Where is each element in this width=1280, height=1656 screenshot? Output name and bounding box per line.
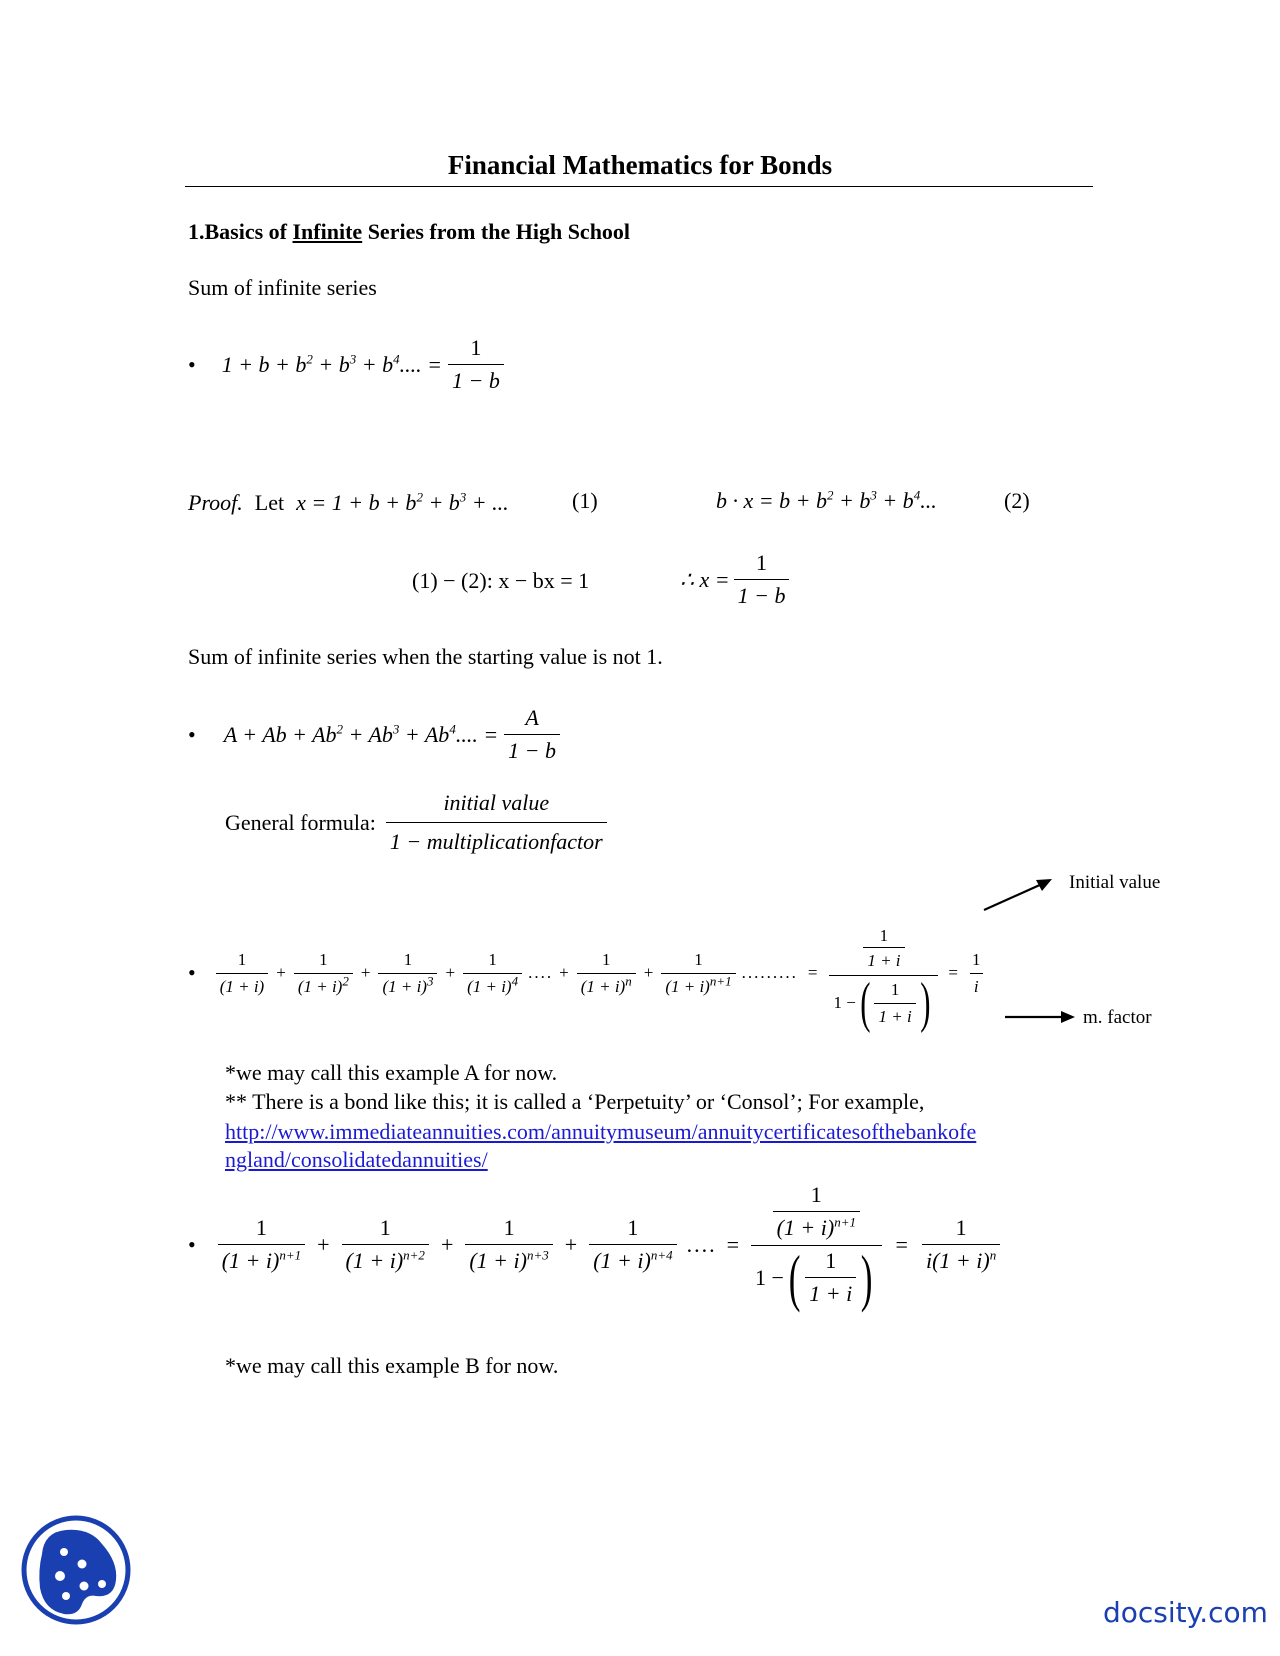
exponent: n bbox=[625, 973, 632, 989]
example-a-result bbox=[968, 950, 985, 997]
right-paren: ) bbox=[861, 1241, 873, 1313]
equals: = bbox=[895, 1231, 908, 1257]
numerator: 1 bbox=[955, 1215, 967, 1240]
proof-denominator: 1 − b bbox=[734, 579, 790, 609]
denominator bbox=[218, 1244, 305, 1274]
denominator bbox=[465, 1244, 552, 1274]
initial-value-label: Initial value bbox=[1069, 872, 1161, 893]
exponent: 4 bbox=[511, 973, 519, 989]
term-b1 bbox=[218, 1215, 305, 1274]
m-factor-label: m. factor bbox=[1083, 1007, 1152, 1028]
docsity-brand[interactable]: docsity.com bbox=[1103, 1596, 1268, 1629]
bullet: • bbox=[188, 721, 196, 747]
exponent: n+1 bbox=[709, 973, 732, 989]
eq1-part: 1 + b + b bbox=[221, 351, 307, 377]
general-formula bbox=[225, 790, 607, 855]
exponent: n bbox=[989, 1247, 997, 1263]
eq2-numerator: A bbox=[525, 705, 539, 730]
exponent: 3 bbox=[426, 973, 434, 989]
base: (1 + i) bbox=[776, 1215, 835, 1240]
proof-part: + b bbox=[833, 488, 871, 513]
proof-let: Let bbox=[254, 490, 285, 515]
m-factor-arrow bbox=[1003, 1010, 1077, 1024]
plus: + bbox=[276, 963, 286, 983]
base: (1 + i) bbox=[467, 976, 512, 996]
exponent: 2 bbox=[342, 973, 349, 989]
numerator: 1 bbox=[403, 949, 413, 969]
denominator bbox=[577, 973, 636, 997]
denominator bbox=[661, 973, 735, 997]
section-heading-suffix: Series from the High School bbox=[362, 219, 631, 244]
denominator bbox=[589, 1244, 676, 1274]
proof-numerator: 1 bbox=[756, 550, 768, 575]
plus: + bbox=[559, 963, 569, 983]
numerator: 1 bbox=[971, 949, 981, 969]
docsity-logo-icon bbox=[20, 1514, 132, 1626]
numerator: 1 bbox=[255, 1215, 267, 1240]
numerator: 1 bbox=[627, 1215, 639, 1240]
proof-label: Proof. bbox=[188, 490, 243, 515]
numerator: 1 bbox=[503, 1215, 515, 1240]
example-b-result bbox=[922, 1215, 1000, 1274]
title-rule bbox=[185, 186, 1093, 187]
base: (1 + i) bbox=[593, 1248, 651, 1273]
sum-numerator bbox=[859, 926, 908, 975]
numerator: 1 bbox=[488, 949, 497, 969]
denominator bbox=[463, 973, 522, 997]
consol-link-line-1[interactable]: http://www.immediateannuities.com/annuitymuseum/annuitycertificatesofthebankofe bbox=[225, 1119, 977, 1144]
eq1-denominator: 1 − b bbox=[448, 364, 504, 394]
section-heading-prefix: 1.Basics of bbox=[188, 219, 293, 244]
plus: + bbox=[440, 1231, 454, 1257]
note-example-b: *we may call this example B for now. bbox=[225, 1353, 559, 1378]
term-an1 bbox=[661, 950, 735, 997]
proof-part: b · x = b + b bbox=[716, 488, 827, 513]
denominator: 1 + i bbox=[805, 1277, 856, 1307]
denominator bbox=[378, 973, 437, 997]
term-a4 bbox=[463, 950, 522, 997]
numerator: 1 bbox=[319, 949, 328, 969]
plus: + bbox=[317, 1231, 330, 1257]
base: (1 + i) bbox=[297, 976, 343, 996]
proof-tag-1: (1) bbox=[572, 488, 598, 513]
proof-fraction bbox=[734, 550, 790, 609]
base: (1 + i) bbox=[345, 1248, 404, 1273]
term-a2 bbox=[294, 950, 353, 997]
plus: + bbox=[360, 963, 371, 983]
bullet: • bbox=[188, 351, 196, 377]
proof-difference: (1) − (2): x − bx = 1 bbox=[412, 568, 590, 593]
general-formula-fraction bbox=[386, 790, 607, 855]
general-denominator: 1 − multiplicationfactor bbox=[386, 822, 607, 855]
inner-fraction bbox=[874, 980, 915, 1027]
proof-eq1: $x = 1 + b + b^2 + b^3$ + ... bbox=[296, 489, 509, 515]
eq2-part: + Ab bbox=[399, 721, 450, 747]
numerator: 1 bbox=[694, 949, 703, 969]
base: (1 + i) bbox=[382, 976, 427, 996]
denominator bbox=[773, 1211, 860, 1241]
therefore: ∴ x = bbox=[680, 566, 730, 592]
term-a1 bbox=[216, 950, 269, 997]
equation-geometric-series: • $1 + b + b^2 + b^3 + b^4$.... = $\frac{1}{1 - b}$ bbox=[188, 335, 504, 394]
left-paren: ( bbox=[788, 1241, 801, 1313]
eq1-numerator: 1 bbox=[470, 335, 482, 360]
denominator bbox=[294, 973, 353, 997]
general-formula-label: General formula: bbox=[225, 809, 376, 835]
eq1-part: + b bbox=[356, 351, 394, 377]
exponent: n+3 bbox=[526, 1247, 549, 1263]
term-b3 bbox=[465, 1215, 552, 1274]
eq2-lhs: $A + Ab + Ab^2 + Ab^3 + Ab^4$.... = bbox=[223, 721, 499, 747]
numerator: 1 bbox=[601, 949, 611, 969]
note-perpetuity: ** There is a bond like this; it is called a ‘Perpetuity’ or ‘Consol’; For example, bbox=[225, 1089, 925, 1114]
numerator: 1 bbox=[810, 1182, 822, 1207]
note-example-a: *we may call this example A for now. bbox=[225, 1060, 558, 1085]
eq2-denominator: 1 − b bbox=[504, 734, 560, 764]
term-a3 bbox=[378, 950, 437, 997]
eq1-part: .... = bbox=[399, 351, 442, 377]
exponent: n+1 bbox=[279, 1247, 302, 1263]
example-b-equation bbox=[188, 1182, 1000, 1313]
eq2-part: .... = bbox=[455, 721, 499, 747]
inner-fraction bbox=[863, 926, 904, 971]
one-minus: 1 − bbox=[833, 993, 856, 1013]
exponent: n+1 bbox=[834, 1214, 856, 1230]
denominator: 1 + i bbox=[874, 1003, 915, 1027]
sum-numerator bbox=[769, 1182, 864, 1245]
example-b-sum-fraction bbox=[751, 1182, 882, 1313]
ellipsis: ......... bbox=[741, 963, 798, 983]
proof-part: + b bbox=[876, 488, 914, 513]
inner-fraction bbox=[805, 1248, 856, 1307]
initial-value-arrow bbox=[980, 876, 1056, 914]
document-title: Financial Mathematics for Bonds bbox=[447, 150, 833, 180]
equals: = bbox=[807, 963, 818, 983]
exponent: n+2 bbox=[403, 1247, 425, 1263]
eq1-fraction bbox=[448, 335, 504, 394]
section-heading-underlined: Infinite bbox=[292, 219, 363, 244]
bullet: • bbox=[188, 960, 196, 986]
base: i(1 + i) bbox=[925, 1248, 990, 1273]
proof-part: x = 1 + b + b bbox=[296, 490, 417, 515]
term-b4 bbox=[589, 1215, 676, 1274]
left-paren: ( bbox=[860, 972, 871, 1034]
term-b2 bbox=[342, 1215, 429, 1274]
example-a-sum-fraction bbox=[829, 926, 938, 1034]
equation-scaled-series bbox=[188, 705, 560, 764]
plus: + bbox=[445, 963, 456, 983]
equals: = bbox=[726, 1231, 740, 1257]
consol-link-line-2[interactable]: ngland/consolidatedannuities/ bbox=[225, 1147, 488, 1172]
numerator: 1 bbox=[825, 1248, 837, 1273]
base: (1 + i) bbox=[580, 976, 626, 996]
term-an bbox=[577, 950, 636, 997]
exponent: n+4 bbox=[650, 1247, 673, 1263]
equals: = bbox=[948, 963, 958, 983]
denominator: 1 + i bbox=[863, 947, 904, 971]
proof-conclusion bbox=[680, 550, 789, 609]
denominator bbox=[922, 1244, 1000, 1274]
general-numerator: initial value bbox=[443, 790, 550, 815]
one-minus: 1 − bbox=[755, 1264, 784, 1290]
numerator: 1 bbox=[890, 979, 900, 999]
numerator: 1 bbox=[379, 1215, 391, 1240]
base: (1 + i) bbox=[469, 1248, 527, 1273]
inner-fraction bbox=[773, 1182, 860, 1241]
ellipsis: .... bbox=[528, 963, 554, 983]
denominator bbox=[342, 1244, 429, 1274]
section-heading bbox=[188, 221, 630, 243]
ellipsis: .... bbox=[686, 1231, 717, 1257]
proof-part: + ... bbox=[466, 490, 509, 515]
eq2-fraction bbox=[504, 705, 560, 764]
plus: + bbox=[643, 963, 654, 983]
numerator: 1 bbox=[879, 926, 889, 945]
eq1-part: + b bbox=[312, 351, 350, 377]
sum-intro: Sum of infinite series bbox=[188, 275, 377, 300]
bullet: • bbox=[188, 1231, 196, 1257]
right-paren: ) bbox=[919, 972, 931, 1034]
denominator: (1 + i) bbox=[216, 973, 269, 997]
proof-part: + b bbox=[422, 490, 460, 515]
proof-tag-2: (2) bbox=[1004, 488, 1030, 513]
proof-eq2: $b \cdot x = b + b^2 + b^3 + b^4$... bbox=[716, 487, 937, 513]
eq2-part: A + Ab + Ab bbox=[223, 721, 337, 747]
eq2-part: + Ab bbox=[343, 721, 393, 747]
numerator: 1 bbox=[237, 949, 247, 969]
plus: + bbox=[564, 1231, 578, 1257]
proof-part: ... bbox=[920, 488, 937, 513]
base: (1 + i) bbox=[665, 976, 710, 996]
base: (1 + i) bbox=[221, 1248, 280, 1273]
proof-line bbox=[188, 490, 509, 516]
example-a-equation bbox=[188, 918, 984, 1034]
sum-denominator bbox=[751, 1241, 882, 1313]
sum-denominator bbox=[829, 972, 938, 1034]
denominator: i bbox=[970, 973, 983, 997]
sum-intro-2: Sum of infinite series when the starting value is not 1. bbox=[188, 644, 663, 669]
